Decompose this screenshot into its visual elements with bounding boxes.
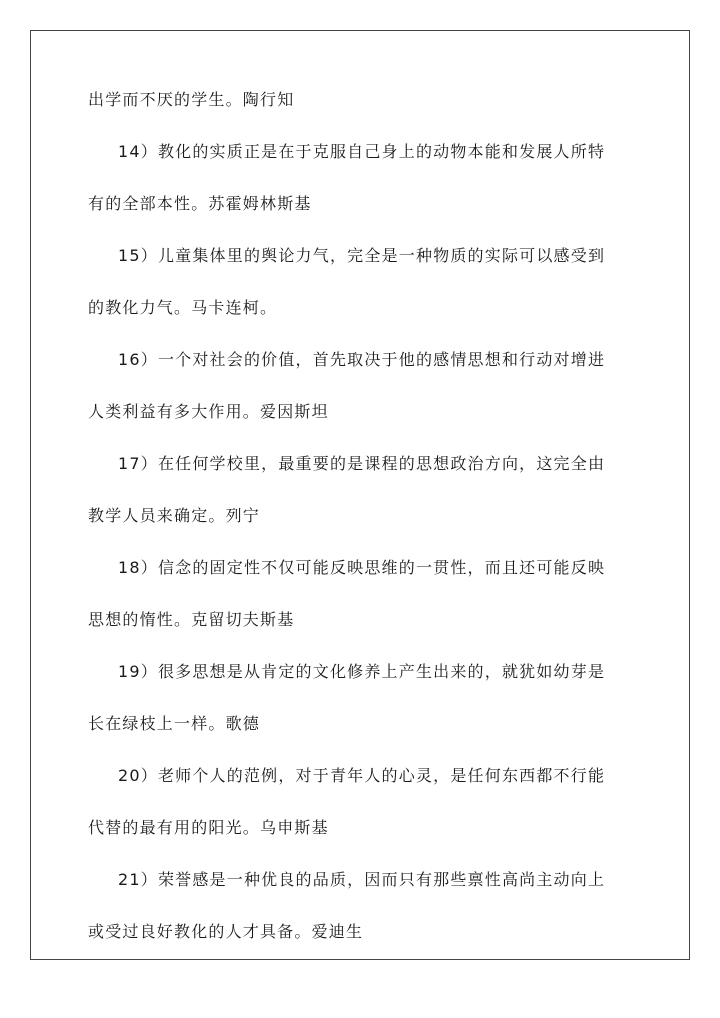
text-line: 或受过良好教化的人才具备。爱迪生: [88, 922, 364, 941]
text-line: 出学而不厌的学生。陶行知: [88, 90, 295, 109]
quote-paragraph: [88, 90, 636, 110]
quote-paragraph: [88, 870, 636, 942]
quote-paragraph: [88, 766, 636, 838]
quote-paragraph: [88, 246, 636, 318]
quote-paragraph: [88, 142, 636, 214]
text-line: 长在绿枝上一样。歌德: [88, 714, 261, 733]
text-line: 人类利益有多大作用。爱因斯坦: [88, 402, 329, 421]
text-line: 有的全部本性。苏霍姆林斯基: [88, 194, 312, 213]
text-line: 19）很多思想是从肯定的文化修养上产生出来的，就犹如幼芽是: [118, 662, 606, 681]
text-line: 的教化力气。马卡连柯。: [88, 298, 278, 317]
quote-paragraph: [88, 662, 636, 734]
quote-paragraph: [88, 558, 636, 630]
text-line: 思想的惰性。克留切夫斯基: [88, 610, 295, 629]
text-line: 教学人员来确定。列宁: [88, 506, 261, 525]
document-body: [88, 90, 636, 974]
text-line: 14）教化的实质正是在于克服自己身上的动物本能和发展人所特: [118, 142, 606, 161]
text-line: 21）荣誉感是一种优良的品质，因而只有那些禀性高尚主动向上: [118, 870, 606, 889]
text-line: 15）儿童集体里的舆论力气，完全是一种物质的实际可以感受到: [118, 246, 606, 265]
quote-paragraph: [88, 350, 636, 422]
text-line: 18）信念的固定性不仅可能反映思维的一贯性，而且还可能反映: [118, 558, 606, 577]
text-line: 代替的最有用的阳光。乌申斯基: [88, 818, 329, 837]
text-line: 16）一个对社会的价值，首先取决于他的感情思想和行动对增进: [118, 350, 606, 369]
quote-paragraph: [88, 454, 636, 526]
text-line: 20）老师个人的范例，对于青年人的心灵，是任何东西都不行能: [118, 766, 606, 785]
text-line: 17）在任何学校里，最重要的是课程的思想政治方向，这完全由: [118, 454, 606, 473]
